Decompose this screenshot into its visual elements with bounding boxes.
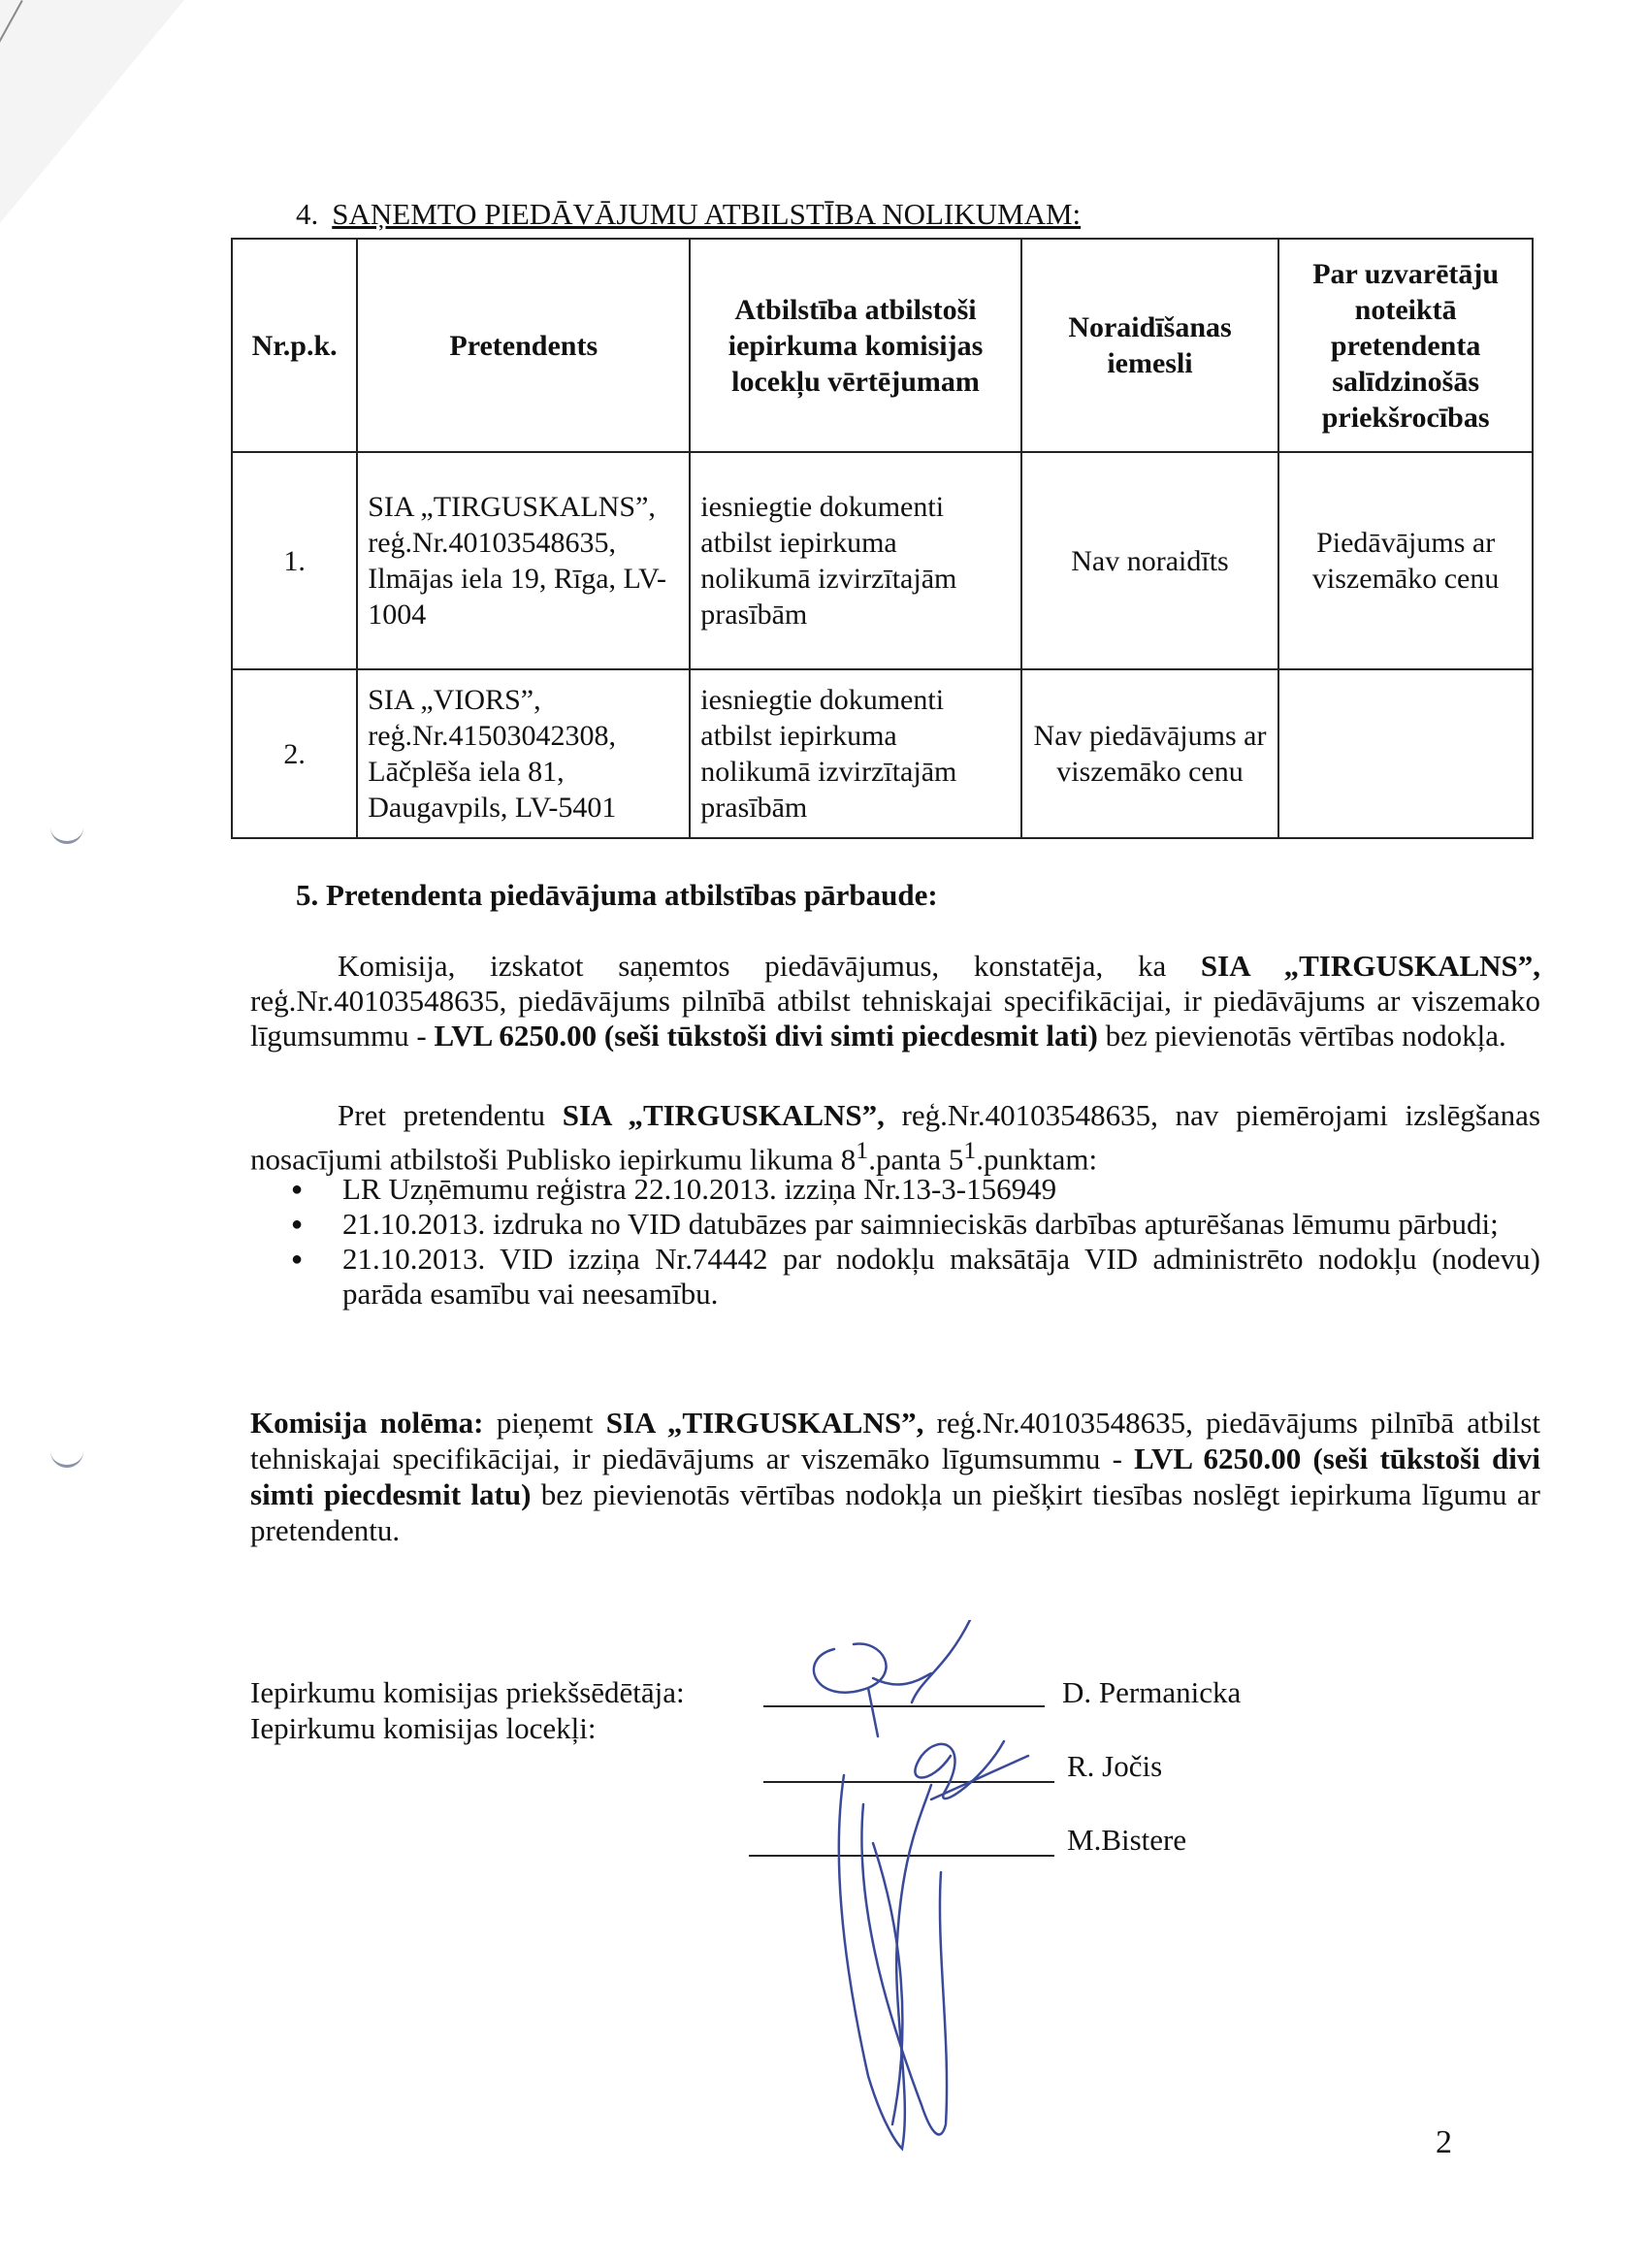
- text-run: Pret pretendentu: [338, 1098, 563, 1132]
- text-run: bez pievienotās vērtības nodokļa.: [1097, 1019, 1506, 1053]
- text-run: .panta 5: [868, 1142, 964, 1177]
- text-run: .punktam:: [976, 1142, 1098, 1177]
- header-cell: Atbilstība atbilstoši iepirkuma komisijas locekļu vērtējumam: [690, 239, 1020, 452]
- header-cell: Nr.p.k.: [232, 239, 357, 452]
- company-name: SIA „TIRGUSKALNS”,: [562, 1098, 885, 1132]
- chair-name: D. Permanicka: [1062, 1675, 1242, 1709]
- compliance-cell: iesniegtie dokumenti atbilst iepirkuma nolikumā izvirzītajām prasībām: [690, 452, 1020, 669]
- offers-compliance-table: [231, 238, 1534, 839]
- rejection-cell: Nav noraidīts: [1021, 452, 1279, 669]
- punch-hole-mark: [50, 820, 83, 844]
- row-number: 1.: [232, 452, 357, 669]
- members-label: Iepirkumu komisijas locekļi:: [250, 1711, 597, 1745]
- contract-amount: LVL 6250.00 (seši tūkstoši divi simti piecdesmit lati): [434, 1019, 1098, 1053]
- punch-hole-mark: [50, 1443, 83, 1468]
- member-name: R. Jočis: [1067, 1749, 1163, 1783]
- section-title: SAŅEMTO PIEDĀVĀJUMU ATBILSTĪBA NOLIKUMAM:: [332, 197, 1082, 231]
- header-cell: Pretendents: [357, 239, 690, 452]
- paragraph-findings: [250, 949, 1540, 1053]
- contract-amount: LVL 6250.00 (seši tūkstoši divi simti piecdesmit latu): [250, 1442, 1540, 1511]
- text-run: reģ.Nr.40103548635, piedāvājums pilnībā atbilst tehniskajai specifikācijai, ir piedāvājums ar viszemāko līgumsummu -: [250, 1406, 1541, 1475]
- text-run: reģ.Nr.40103548635, nav piemērojami izslēgšanas nosacījumi atbilstoši Publisko iepirkumu likuma 8: [250, 1098, 1541, 1177]
- company-name: SIA „TIRGUSKALNS”,: [1200, 949, 1541, 983]
- text-run: pieņemt: [483, 1406, 606, 1440]
- company-name: SIA „TIRGUSKALNS”,: [605, 1406, 924, 1440]
- text-run: reģ.Nr.40103548635, piedāvājums pilnībā atbilst tehniskajai specifikācijai, ir piedāvājums ar viszemako līgumsummu -: [250, 984, 1540, 1053]
- list-item: ● LR Uzņēmumu reģistra 22.10.2013. izziņa Nr.13-3-156949: [250, 1172, 1540, 1207]
- bidder-cell: SIA „VIORS”, reģ.Nr.41503042308, Lāčplēša iela 81, Daugavpils, LV-5401: [357, 669, 690, 838]
- list-item: ● 21.10.2013. VID izziņa Nr.74442 par nodokļu maksātāja VID administrēto nodokļu (nodevu) parāda esamību vai neesamību.: [250, 1242, 1540, 1312]
- row-number: 2.: [232, 669, 357, 838]
- paragraph-exclusion: [250, 1098, 1540, 1177]
- header-cell: Par uzvarētāju noteiktā pretendenta salīdzinošās priekšrocības: [1278, 239, 1533, 452]
- handwritten-signatures: [776, 1620, 1096, 2163]
- member-name: M.Bistere: [1067, 1823, 1187, 1857]
- chair-label: Iepirkumu komisijas priekšsēdētāja:: [250, 1675, 685, 1709]
- page-number: 2: [1436, 2124, 1452, 2160]
- table-row: [232, 669, 1533, 838]
- table-header-row: [232, 239, 1533, 452]
- bidder-cell: SIA „TIRGUSKALNS”, reģ.Nr.40103548635, Ilmājas iela 19, Rīga, LV-1004: [357, 452, 690, 669]
- superscript: 1: [963, 1136, 977, 1164]
- advantage-cell: [1278, 669, 1533, 838]
- text-run: bez pievienotās vērtības nodokļa un piešķirt tiesības noslēgt iepirkuma līgumu ar pretendentu.: [250, 1477, 1540, 1547]
- folded-corner: [0, 0, 184, 223]
- table-row: [232, 452, 1533, 669]
- compliance-cell: iesniegtie dokumenti atbilst iepirkuma nolikumā izvirzītajām prasībām: [690, 669, 1020, 838]
- header-cell: Noraidīšanas iemesli: [1021, 239, 1279, 452]
- evidence-list: [250, 1172, 1540, 1312]
- advantage-cell: Piedāvājums ar viszemāko cenu: [1278, 452, 1533, 669]
- text-run: Komisija, izskatot saņemtos piedāvājumus, konstatēja, ka: [338, 949, 1201, 983]
- section-5-heading: 5. Pretendenta piedāvājuma atbilstības pārbaude:: [296, 878, 938, 912]
- rejection-cell: Nav piedāvājums ar viszemāko cenu: [1021, 669, 1279, 838]
- section-4-heading: [296, 197, 1081, 232]
- decision-paragraph: [250, 1405, 1540, 1548]
- list-item: ● 21.10.2013. izdruka no VID datubāzes par saimnieciskās darbības apturēšanas lēmumu pārbudi;: [250, 1207, 1540, 1242]
- section-number: 4.: [296, 197, 319, 231]
- superscript: 1: [856, 1136, 869, 1164]
- decision-label: Komisija nolēma:: [250, 1406, 484, 1440]
